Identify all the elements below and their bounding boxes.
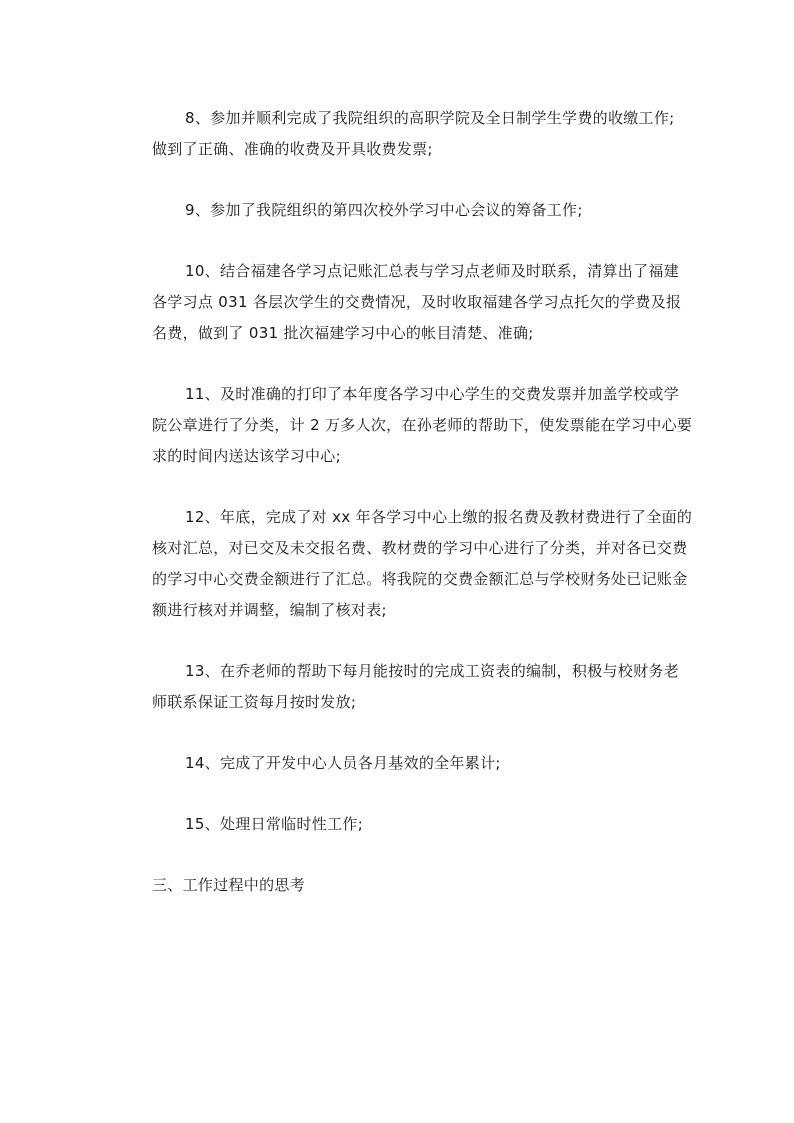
paragraph-line: 院公章进行了分类，计 2 万多人次，在孙老师的帮助下，使发票能在学习中心要 bbox=[152, 416, 693, 434]
section-heading: 三、工作过程中的思考 bbox=[152, 876, 306, 894]
paragraph-gap bbox=[119, 626, 675, 656]
paragraph-gap bbox=[119, 472, 675, 502]
paragraph-item-9 bbox=[119, 195, 675, 226]
paragraph-line: 做到了正确、准确的收费及开具收费发票; bbox=[152, 140, 433, 158]
paragraph-item-14 bbox=[119, 748, 675, 779]
paragraph-gap bbox=[119, 840, 675, 870]
paragraph-gap bbox=[119, 165, 675, 195]
paragraph-item-8 bbox=[119, 103, 675, 165]
paragraph-line: 8、参加并顺利完成了我院组织的高职学院及全日制学生学费的收缴工作; bbox=[185, 109, 675, 127]
paragraph-line: 求的时间内送达该学习中心; bbox=[152, 447, 341, 465]
paragraph-line: 13、在乔老师的帮助下每月能按时的完成工资表的编制，积极与校财务老 bbox=[185, 662, 679, 680]
paragraph-gap bbox=[119, 718, 675, 748]
paragraph-line: 额进行核对并调整，编制了核对表; bbox=[152, 601, 387, 619]
paragraph-gap bbox=[119, 349, 675, 379]
paragraph-item-11 bbox=[119, 379, 693, 472]
paragraph-line: 名费，做到了 031 批次福建学习中心的帐目清楚、准确; bbox=[152, 324, 534, 342]
paragraph-line: 14、完成了开发中心人员各月基效的全年累计; bbox=[185, 754, 501, 772]
paragraph-item-12 bbox=[119, 502, 693, 626]
paragraph-line: 11、及时准确的打印了本年度各学习中心学生的交费发票并加盖学校或学 bbox=[185, 385, 679, 403]
paragraph-gap bbox=[119, 226, 675, 256]
paragraph-line: 师联系保证工资每月按时发放; bbox=[152, 693, 357, 711]
paragraph-line: 12、年底，完成了对 xx 年各学习中心上缴的报名费及教材费进行了全面的 bbox=[185, 508, 693, 526]
document-body bbox=[119, 103, 693, 901]
paragraph-line: 10、结合福建各学习点记账汇总表与学习点老师及时联系，清算出了福建 bbox=[185, 262, 679, 280]
paragraph-gap bbox=[119, 779, 675, 809]
paragraph-item-10 bbox=[119, 256, 682, 349]
paragraph-item-13 bbox=[119, 656, 679, 718]
paragraph-line: 9、参加了我院组织的第四次校外学习中心会议的筹备工作; bbox=[185, 201, 583, 219]
paragraph-line: 各学习点 031 各层次学生的交费情况，及时收取福建各学习点托欠的学费及报 bbox=[152, 293, 682, 311]
paragraph-line: 15、处理日常临时性工作; bbox=[185, 815, 364, 833]
paragraph-line: 的学习中心交费金额进行了汇总。将我院的交费金额汇总与学校财务处已记账金 bbox=[152, 570, 688, 588]
paragraph-line: 核对汇总，对已交及未交报名费、教材费的学习中心进行了分类，并对各已交费 bbox=[152, 539, 688, 557]
paragraph-item-15 bbox=[119, 809, 675, 840]
